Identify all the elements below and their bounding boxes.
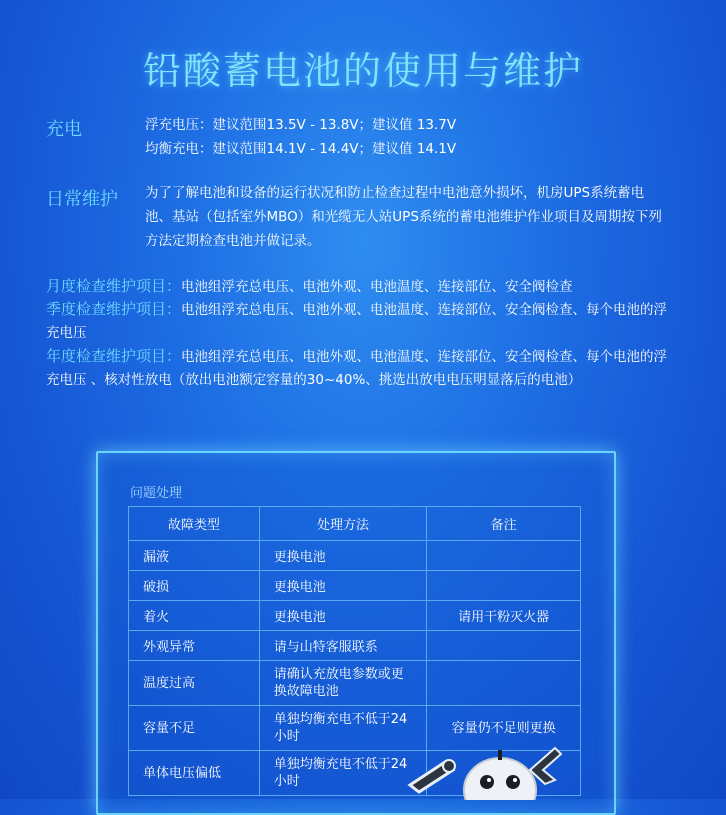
- charging-label: 充电: [46, 119, 82, 140]
- fault-type-cell: 温度过高: [129, 661, 260, 706]
- table-row: [129, 661, 581, 706]
- note-cell: [427, 541, 581, 571]
- equalize-voltage-text: 均衡充电：建议范围14.1V - 14.4V；建议值 14.1V: [145, 141, 457, 157]
- method-cell: 更换电池: [259, 571, 427, 601]
- table-row: [129, 541, 581, 571]
- note-cell: 容量仍不足则更换: [427, 706, 581, 751]
- monthly-item: [46, 275, 676, 299]
- note-cell: [427, 661, 581, 706]
- fault-type-cell: 着火: [129, 601, 260, 631]
- method-cell: 更换电池: [259, 601, 427, 631]
- maintenance-label: 日常维护: [46, 189, 118, 210]
- page-title: 铅酸蓄电池的使用与维护: [142, 49, 583, 93]
- fault-type-cell: 破损: [129, 571, 260, 601]
- float-voltage-text: 浮充电压：建议范围13.5V - 13.8V；建议值 13.7V: [145, 117, 457, 133]
- monthly-label: 月度检查维护项目：: [46, 277, 182, 295]
- yearly-label: 年度检查维护项目：: [46, 347, 182, 365]
- header-note: 备注: [427, 507, 581, 541]
- method-cell: 单独均衡充电不低于24小时: [259, 751, 427, 796]
- fault-type-cell: 漏液: [129, 541, 260, 571]
- monthly-text: 电池组浮充总电压、电池外观、电池温度、连接部位、安全阀检查: [181, 279, 573, 295]
- header-method: 处理方法: [259, 507, 427, 541]
- note-cell: [427, 631, 581, 661]
- quarterly-text: 电池组浮充总电压、电池外观、电池温度、连接部位、安全阀检查、每个电池的浮充电压: [46, 302, 668, 341]
- method-cell: 单独均衡充电不低于24小时: [259, 706, 427, 751]
- table-row: [129, 571, 581, 601]
- charging-details: [145, 113, 665, 161]
- troubleshooting-title: 问题处理: [130, 486, 183, 501]
- table-row: [129, 601, 581, 631]
- method-cell: 请与山特客服联系: [259, 631, 427, 661]
- maintenance-text: 为了了解电池和设备的运行状况和防止检查过程中电池意外损坏，机房UPS系统蓄电池、基站（包括室外MBO）和光缆无人站UPS系统的蓄电池维护作业项目及周期按下列方法定期检查电池并做记录。: [145, 185, 662, 249]
- robot-mascot-icon: [405, 740, 565, 804]
- fault-type-cell: 单体电压偏低: [129, 751, 260, 796]
- method-cell: 请确认充放电参数或更换故障电池: [259, 661, 427, 706]
- quarterly-label: 季度检查维护项目：: [46, 300, 182, 318]
- fault-type-cell: 外观异常: [129, 631, 260, 661]
- yearly-item: [46, 345, 676, 392]
- table-row: [129, 631, 581, 661]
- table-header-row: [129, 507, 581, 541]
- method-cell: 更换电池: [259, 541, 427, 571]
- quarterly-item: [46, 298, 676, 345]
- yearly-text: 电池组浮充总电压、电池外观、电池温度、连接部位、安全阀检查、每个电池的浮充电压 、核对性放电（放出电池额定容量的30~40%、挑选出放电电压明显落后的电池）: [46, 349, 668, 388]
- header-fault-type: 故障类型: [129, 507, 260, 541]
- fault-type-cell: 容量不足: [129, 706, 260, 751]
- note-cell: 请用干粉灭火器: [427, 601, 581, 631]
- note-cell: [427, 571, 581, 601]
